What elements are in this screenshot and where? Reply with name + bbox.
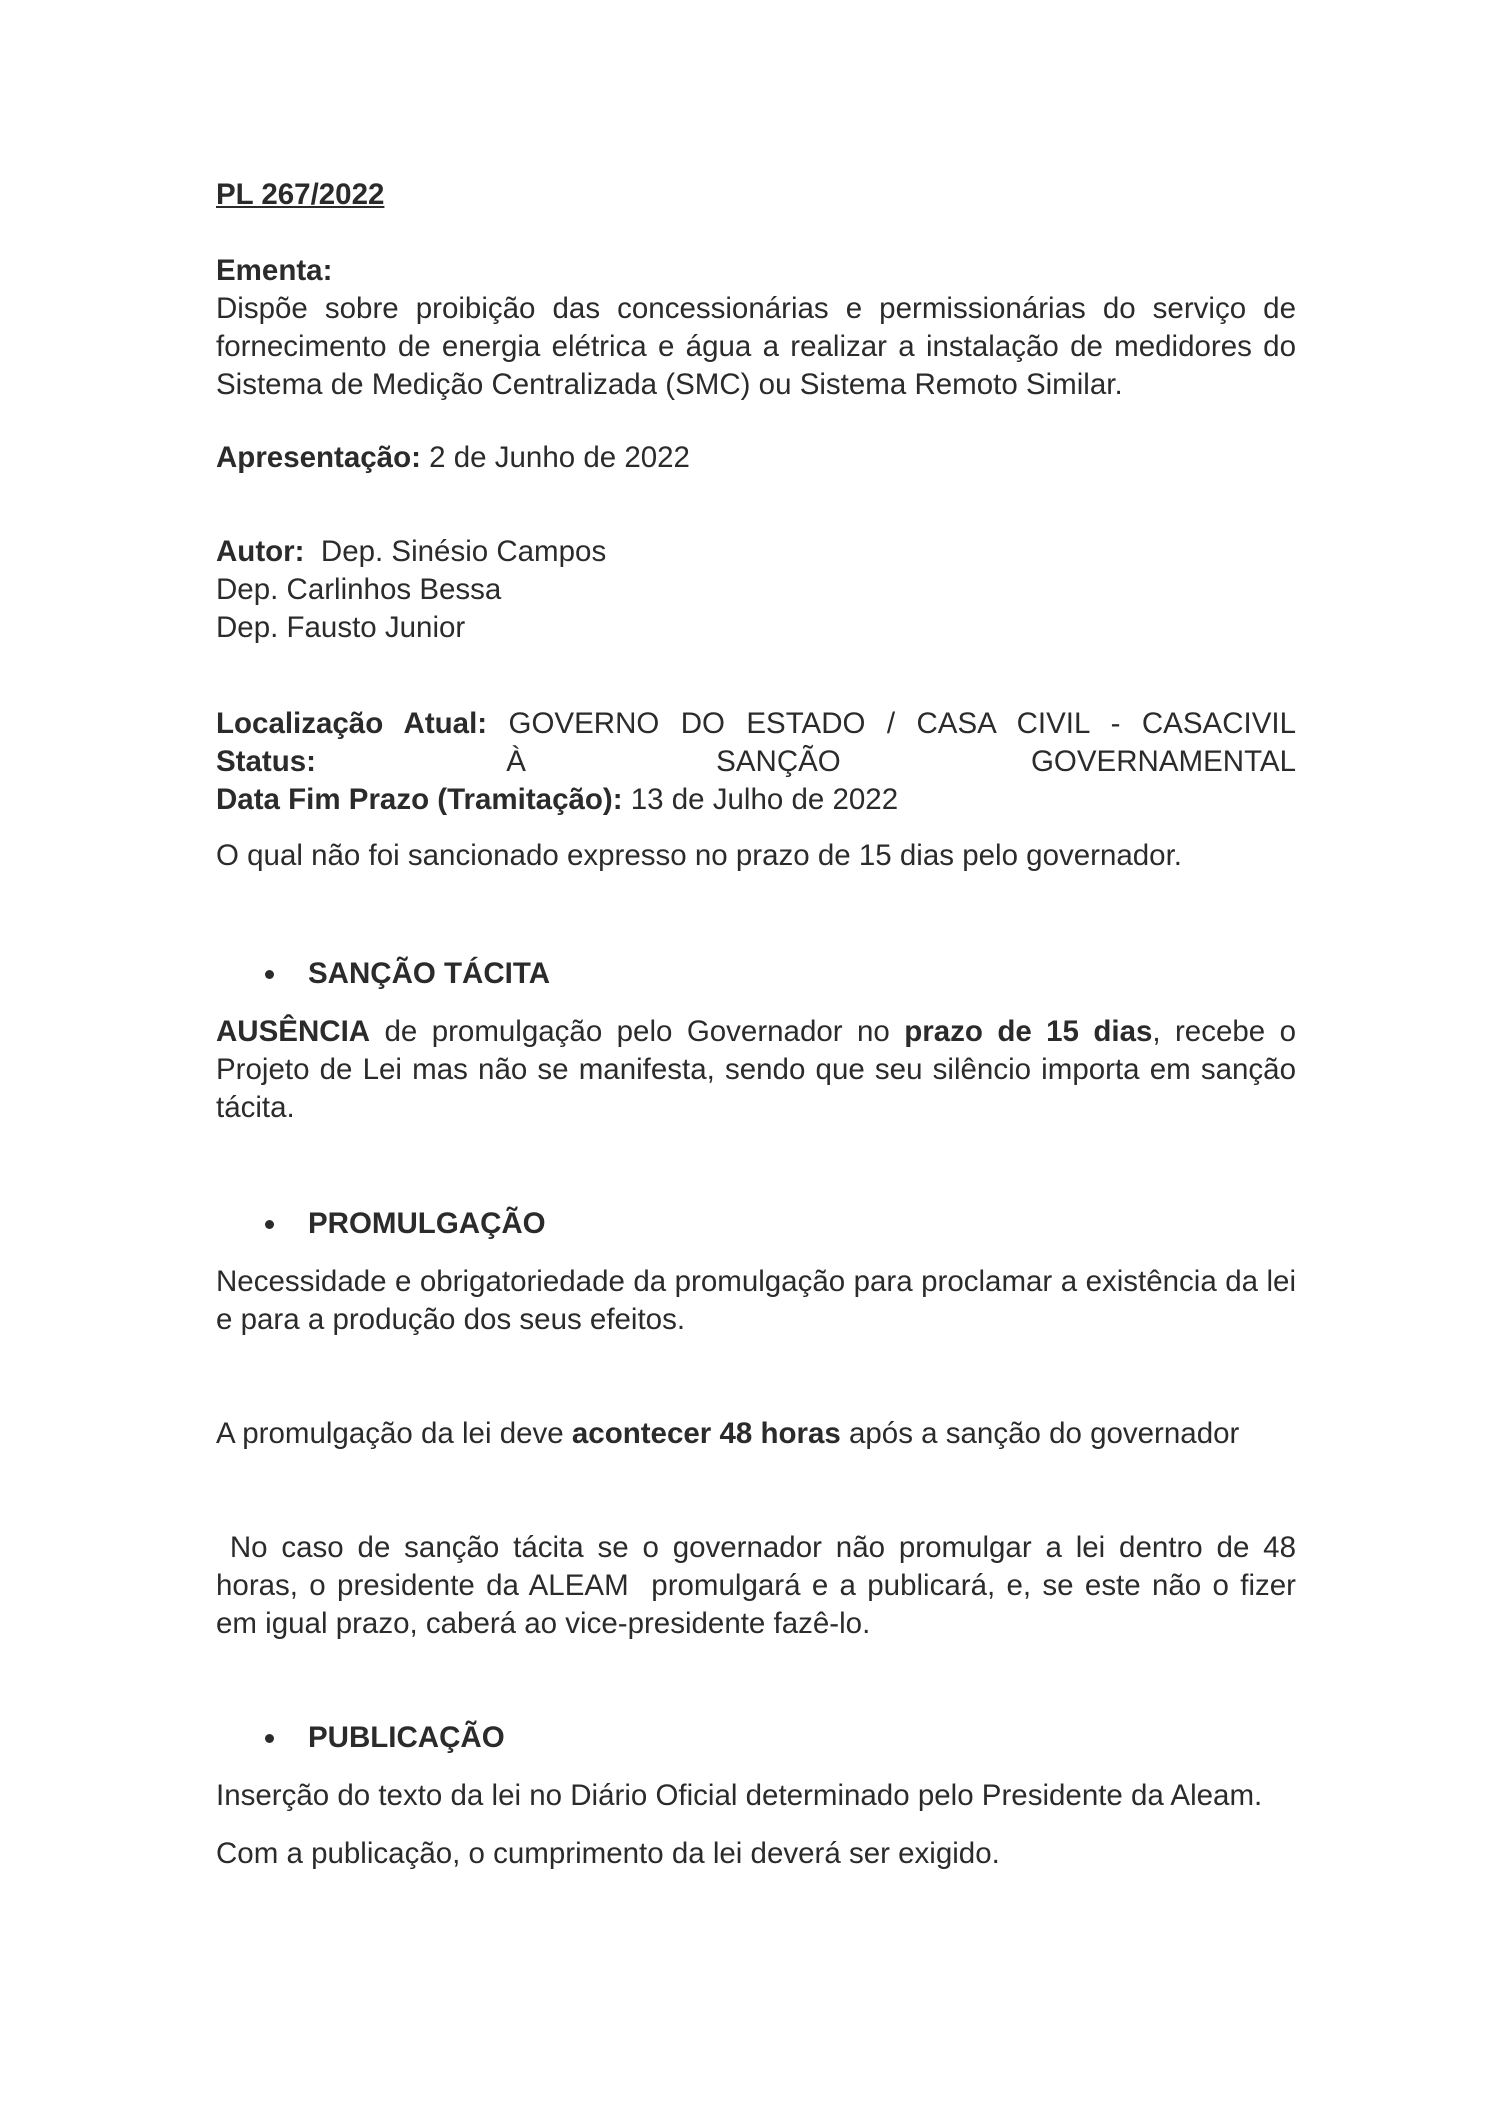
bullet-icon [265, 1220, 274, 1229]
promulgacao-paragraph-2 [216, 1415, 1296, 1453]
autor-2: Dep. Carlinhos Bessa [216, 573, 502, 606]
sancao-text-2: , recebe o Projeto de Lei mas não se manifesta, sendo que seu silêncio importa em sanção tácita. [216, 1015, 1296, 1124]
document-body [216, 176, 1305, 1873]
status-value: À SANÇÃO GOVERNAMENTAL [506, 745, 1296, 778]
bullet-icon [265, 970, 274, 979]
promulgacao-p2-text-1: A promulgação da lei deve [216, 1417, 572, 1450]
autor-label: Autor: [216, 535, 305, 568]
sancao-heading: SANÇÃO TÁCITA [308, 957, 550, 990]
section-heading-sancao [216, 955, 1296, 993]
section-heading-publicacao [216, 1719, 1296, 1757]
publicacao-paragraph-2: Com a publicação, o cumprimento da lei deverá ser exigido. [216, 1837, 1000, 1870]
promulgacao-p2-bold: acontecer 48 horas [571, 1417, 841, 1450]
sancao-paragraph [216, 1013, 1296, 1127]
data-fim-line [216, 781, 1296, 819]
promulgacao-paragraph-3: No caso de sanção tácita se o governador não promulgar a lei dentro de 48 horas, o presidente da ALEAM promulgará e a publicará, e, se este não o fizer em igual prazo, caberá ao vice-presidente fazê-lo. [216, 1531, 1305, 1640]
apresentacao-label: Apresentação: [216, 441, 421, 474]
autor-3: Dep. Fausto Junior [216, 611, 466, 644]
ementa-label: Ementa: [216, 254, 333, 287]
document-title: PL 267/2022 [216, 178, 385, 211]
localizacao-value: GOVERNO DO ESTADO / CASA CIVIL - CASACIVIL [508, 707, 1296, 740]
apresentacao-value: 2 de Junho de 2022 [429, 441, 690, 474]
ementa-text: Dispõe sobre proibição das concessionárias e permissionárias do serviço de fornecimento de energia elétrica e água a realizar a instalação de medidores do Sistema de Medição Centralizada (SMC) ou Sistema Remoto Similar. [216, 292, 1296, 401]
note-paragraph: O qual não foi sancionado expresso no prazo de 15 dias pelo governador. [216, 839, 1182, 872]
sancao-bold-2: prazo de 15 dias [904, 1015, 1153, 1048]
sancao-bold-1: AUSÊNCIA [216, 1015, 371, 1048]
promulgacao-paragraph-1: Necessidade e obrigatoriedade da promulgação para proclamar a existência da lei e para a produção dos seus efeitos. [216, 1265, 1296, 1336]
autor-line [216, 533, 1296, 571]
data-fim-label: Data Fim Prazo (Tramitação): [216, 783, 623, 816]
sancao-text-1: de promulgação pelo Governador no [370, 1015, 905, 1048]
autor-1: Dep. Sinésio Campos [320, 535, 607, 568]
status-label: Status: [216, 745, 316, 778]
publicacao-heading: PUBLICAÇÃO [308, 1721, 505, 1754]
section-heading-promulgacao [216, 1205, 1296, 1243]
promulgacao-p2-text-2: após a sanção do governador [840, 1417, 1240, 1450]
data-fim-value: 13 de Julho de 2022 [630, 783, 899, 816]
publicacao-paragraph-1: Inserção do texto da lei no Diário Oficial determinado pelo Presidente da Aleam. [216, 1779, 1263, 1812]
localizacao-label: Localização Atual: [216, 707, 488, 740]
promulgacao-heading: PROMULGAÇÃO [308, 1207, 546, 1240]
bullet-icon [265, 1734, 274, 1743]
localizacao-line [216, 705, 1296, 743]
apresentacao-line [216, 439, 1296, 477]
status-line [216, 743, 1296, 781]
